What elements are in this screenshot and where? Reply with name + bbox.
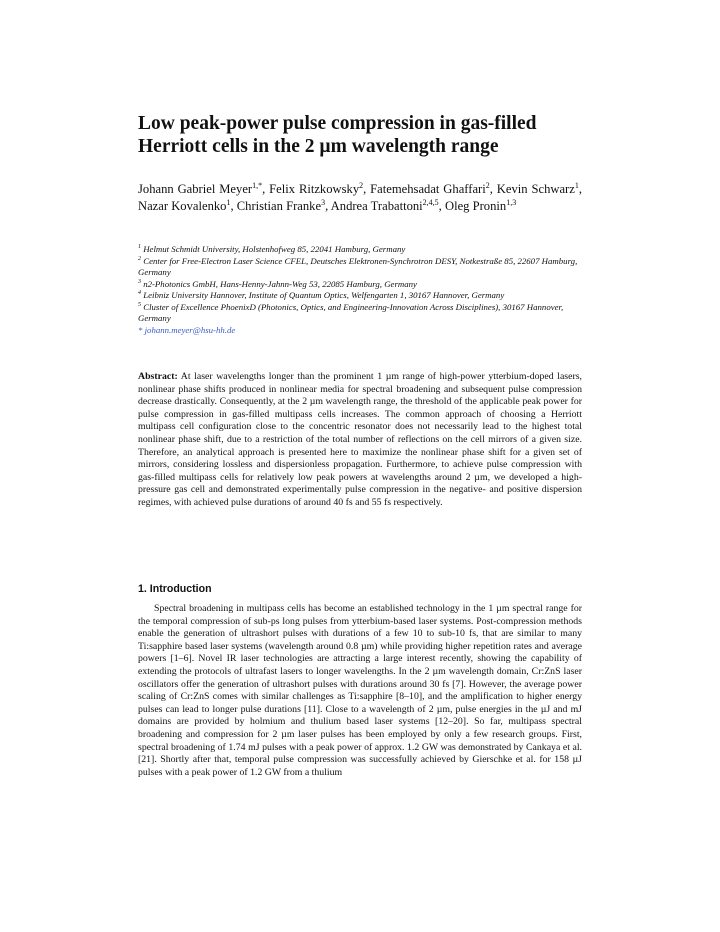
section-heading-introduction: 1. Introduction xyxy=(138,583,212,595)
author-name: Andrea Trabattoni xyxy=(330,199,423,213)
author-name: Nazar Kovalenko xyxy=(138,199,227,213)
affiliation-text: Helmut Schmidt University, Holstenhofweg 85, 22041 Hamburg, Germany xyxy=(143,244,406,254)
affiliation-item xyxy=(138,302,582,325)
author-name: Johann Gabriel Meyer xyxy=(138,182,253,196)
affiliation-item xyxy=(138,244,582,256)
email-link[interactable]: johann.meyer@hsu-hh.de xyxy=(144,324,236,335)
title-line-1: Low peak-power pulse compression in gas-filled xyxy=(138,113,537,134)
paper-title xyxy=(138,112,582,158)
author-affil-sup: 2 xyxy=(485,180,490,190)
title-line-2: Herriott cells in the 2 µm wavelength range xyxy=(138,136,499,157)
affiliation-item xyxy=(138,279,582,291)
affiliation-list xyxy=(138,244,582,336)
affiliation-text: Cluster of Excellence PhoenixD (Photonics, Optics, and Engineering-Innovation Across Disciplines), 30167 Hannover, Germany xyxy=(138,301,564,323)
email-mark: * xyxy=(138,324,143,335)
author-name: Oleg Pronin xyxy=(444,199,507,213)
affiliation-sup: 5 xyxy=(138,301,141,308)
affiliation-sup: 3 xyxy=(138,278,141,285)
author-name: Christian Franke xyxy=(236,199,322,213)
author-affil-sup: 2 xyxy=(359,180,364,190)
author-list: Johann Gabriel Meyer$^{1,*}$, Felix Ritzkowsky$^2$, Fatemehsadat Ghaffari$^2$, Kevin Schwarz$^1$, Nazar Kovalenko$^1$, Christian Franke$^3$, Andrea Trabattoni$^{2,4,5}$, Oleg Pronin$^{1,3}$ xyxy=(138,180,582,213)
abstract xyxy=(138,371,582,510)
affiliation-sup: 4 xyxy=(138,290,141,297)
author-name: Felix Ritzkowsky xyxy=(269,182,360,196)
author-affil-sup: 1 xyxy=(226,197,231,207)
affiliation-text: Leibniz University Hannover, Institute of Quantum Optics, Welfengarten 1, 30167 Hannover, Germany xyxy=(143,290,505,300)
affiliation-text: Center for Free-Electron Laser Science CFEL, Deutsches Elektronen-Synchrotron DESY, Notkestraße 85, 22607 Hamburg, Germany xyxy=(138,255,578,277)
author-affil-sup: 1 xyxy=(574,180,579,190)
author-affil-sup: 1,3 xyxy=(506,197,517,207)
author-name: Kevin Schwarz xyxy=(496,182,575,196)
affiliation-sup: 2 xyxy=(138,255,141,262)
corresponding-email xyxy=(138,325,582,337)
author-affil-sup: 3 xyxy=(321,197,326,207)
abstract-text: At laser wavelengths longer than the prominent 1 µm range of high-power ytterbium-doped lasers, nonlinear phase shifts produced in nonlinear media for spectral broadening and subsequent pulse compression decrease drastically. Consequently, at the 2 µm wavelength range, the threshold of the applicable peak power for pulse compression in gas-filled multipass cells increases. The common approach of choosing a Herriott multipass cell configuration close to the concentric resonator does not necessarily lead to the highest total nonlinear phase shift, due to a restriction of the total number of reflections on the cell mirrors of a given size. Therefore, an analytical approach is presented here to maximize the nonlinear phase shift for a given set of mirrors, considering lossless and dispersionless propagation. Furthermore, to achieve pulse compression with gas-filled multipass cells for relatively low peak powers at wavelengths around 2 µm, we developed a high-pressure gas cell and demonstrated experimentally pulse compression in the negative- and positive dispersion regimes, with achieved pulse durations of around 40 fs and 55 fs respectively. xyxy=(138,371,582,508)
author-affil-sup: 1, xyxy=(252,180,259,190)
corresponding-mark: * xyxy=(258,180,263,190)
abstract-label: Abstract: xyxy=(138,371,178,382)
affiliation-sup: 1 xyxy=(138,244,141,251)
affiliation-item xyxy=(138,256,582,279)
affiliation-item xyxy=(138,290,582,302)
author-affil-sup: 2,4,5 xyxy=(422,197,439,207)
affiliation-text: n2-Photonics GmbH, Hans-Henny-Jahnn-Weg 53, 22085 Hamburg, Germany xyxy=(143,278,417,289)
introduction-paragraph: Spectral broadening in multipass cells has become an established technology in the 1 µm spectral range for the temporal compression of sub-ps long pulses from ytterbium-based laser systems. Post-compression methods enable the generation of ultrashort pulses with durations of a few 10 to sub-10 fs, that are similar to many Ti:sapphire based laser systems (wavelength around 0.8 µm) while providing higher repetition rates and average powers [1–6]. Novel IR laser technologies are attracting a large interest recently, showing the capability of extending the protocols of ultrafast lasers to longer wavelengths. In the 2 µm wavelength domain, Cr:ZnS laser oscillators offer the generation of ultrashort pulses with durations around 30 fs [7]. However, the average power scaling of Cr:ZnS comes with similar challenges as Ti:sapphire [8–10], and the amplification to higher energy pulses can lead to longer pulse durations [11]. Close to a wavelength of 2 µm, pulse energies in the µJ and mJ domains are provided by holmium and thulium based laser systems [12–20]. So far, multipass spectral broadening and compression for 2 µm laser pulses has been employed by only a few research groups. First, spectral broadening of 1.74 mJ pulses with a peak power of approx. 1.2 GW was demonstrated by Cankaya et al. [21]. Shortly after that, temporal pulse compression was successfully achieved by Gierschke et al. for 158 µJ pulses with a peak power of 1.2 GW from a thulium xyxy=(138,603,582,778)
author-name: Fatemehsadat Ghaffari xyxy=(370,182,486,196)
